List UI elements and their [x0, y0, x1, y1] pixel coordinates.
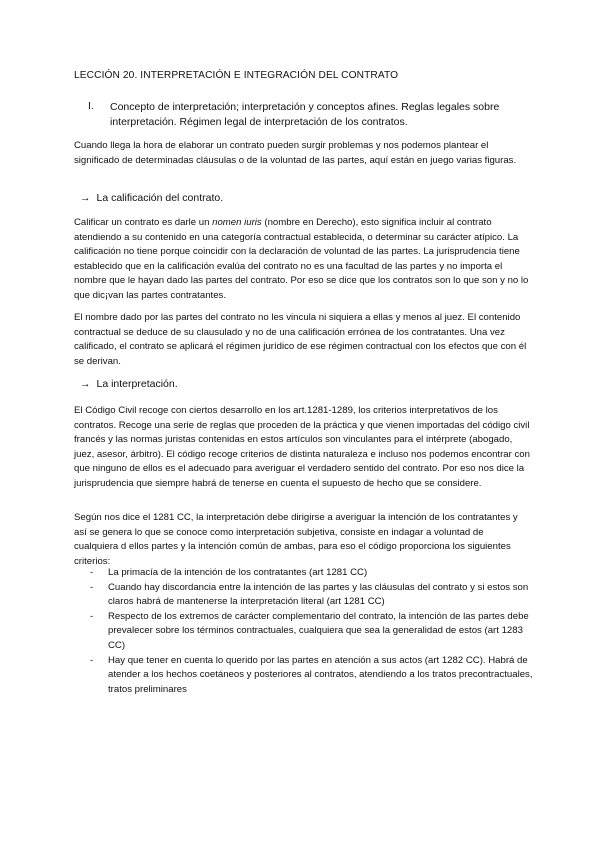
- arrow-icon: →: [80, 378, 91, 390]
- calificacion-paragraph-1: [74, 216, 530, 304]
- list-item-text: Hay que tener en cuenta lo querido por las partes en atención a sus actos (art 1282 CC). Habrá de atender a los hechos coetáneos y posteriores al contratos, atendiendo a los tratos precontractuales, tratos preliminares: [108, 654, 533, 695]
- list-item-text: Respecto de los extremos de carácter complementario del contrato, la intención de las partes debe prevalecer sobre los términos contractuales, cualquiera que sea la generalidad de estos (art 1283 CC): [108, 610, 529, 651]
- interpretacion-paragraph-2: Según nos dice el 1281 CC, la interpretación debe dirigirse a averiguar la intención de los contratantes y así se genera lo que se conoce como interpretación subjetiva, consiste en indagar a voluntad de cualquiera d ellos partes y la intención común de ambas, para eso el código proporciona los siguientes criterios:: [74, 512, 518, 567]
- section-title: Concepto de interpretación; interpretación y conceptos afines. Reglas legales sobre interpretación. Régimen legal de interpretación de los contratos.: [110, 101, 500, 128]
- dash-bullet: -: [90, 567, 94, 578]
- nomen-iuris-term: nomen iuris: [212, 217, 262, 228]
- calificacion-p1-after: (nombre en Derecho), esto significa incluir al contrato atendiendo a su contenido en una categoría contractual establecida, o determinar su carácter atípico. La calificación no tiene porque coincidir con la declaración de voluntad de las partes. La jurisprudencia tiene establecido que en la calificación evalúa del contrato no es una facultad de las partes y no importa el nombre que le hayan dado las partes del contrato. Por eso se dice que los contratos son lo que son y no lo que dic¡van las partes contratantes.: [74, 217, 529, 301]
- arrow-icon: →: [80, 192, 91, 204]
- list-item-text: Cuando hay discordancia entre la intención de las partes y las cláusulas del contrato y si estos son claros habrá de mantenerse la interpretación literal (art 1281 CC): [108, 581, 529, 608]
- lesson-title: LECCIÓN 20. INTERPRETACIÓN E INTEGRACIÓN DEL CONTRATO: [74, 70, 399, 81]
- dash-bullet: -: [90, 654, 94, 666]
- calificacion-p1-before: Calificar un contrato es darle un: [74, 217, 213, 228]
- criteria-list: [74, 566, 534, 697]
- dash-bullet: -: [90, 581, 94, 593]
- list-item: [74, 610, 534, 654]
- list-item: [74, 566, 534, 581]
- heading-interpretacion-text: La interpretación.: [96, 378, 178, 390]
- list-item: [74, 581, 534, 610]
- intro-paragraph: Cuando llega la hora de elaborar un contrato pueden surgir problemas y nos podemos plantear el significado de determinadas cláusulas o de la voluntad de las partes, aquí están en juego varias figuras.: [74, 140, 517, 166]
- interpretacion-paragraph-1: El Código Civil recoge con ciertos desarrollo en los art.1281-1289, los criterios interpretativos de los contratos. Recoge una serie de reglas que proceden de la práctica y que vienen importadas del código civil francés y las normas juristas contenidas en estos artículos son vinculantes para el intérprete (abogado, juez, asesor, árbitro). El código recoge criterios de distinta naturaleza e incluso nos podemos encontrar con que ninguno de ellos es el adecuado para averiguar el verdadero sentido del contrato. Por eso nos dice la jurisprudencia que siempre habrá de tenerse en cuenta el supuesto de hecho que se considere.: [74, 405, 530, 489]
- heading-interpretacion: [80, 378, 178, 390]
- heading-calificacion-text: La calificación del contrato.: [96, 192, 224, 204]
- list-item-text: La primacía de la intención de los contratantes (art 1281 CC): [108, 567, 368, 578]
- calificacion-paragraph-2: El nombre dado por las partes del contrato no les vincula ni siquiera a ellas y menos al juez. El contenido contractual se deduce de su clausulado y no de una calificación errónea de los contratantes. Una vez calificado, el contrato se aplicará el régimen jurídico de ese régimen contractual con los efectos que con él se derivan.: [74, 312, 527, 367]
- heading-calificacion: [80, 192, 223, 204]
- list-item: [74, 654, 534, 698]
- dash-bullet: -: [90, 610, 94, 622]
- section-number: I.: [88, 100, 94, 112]
